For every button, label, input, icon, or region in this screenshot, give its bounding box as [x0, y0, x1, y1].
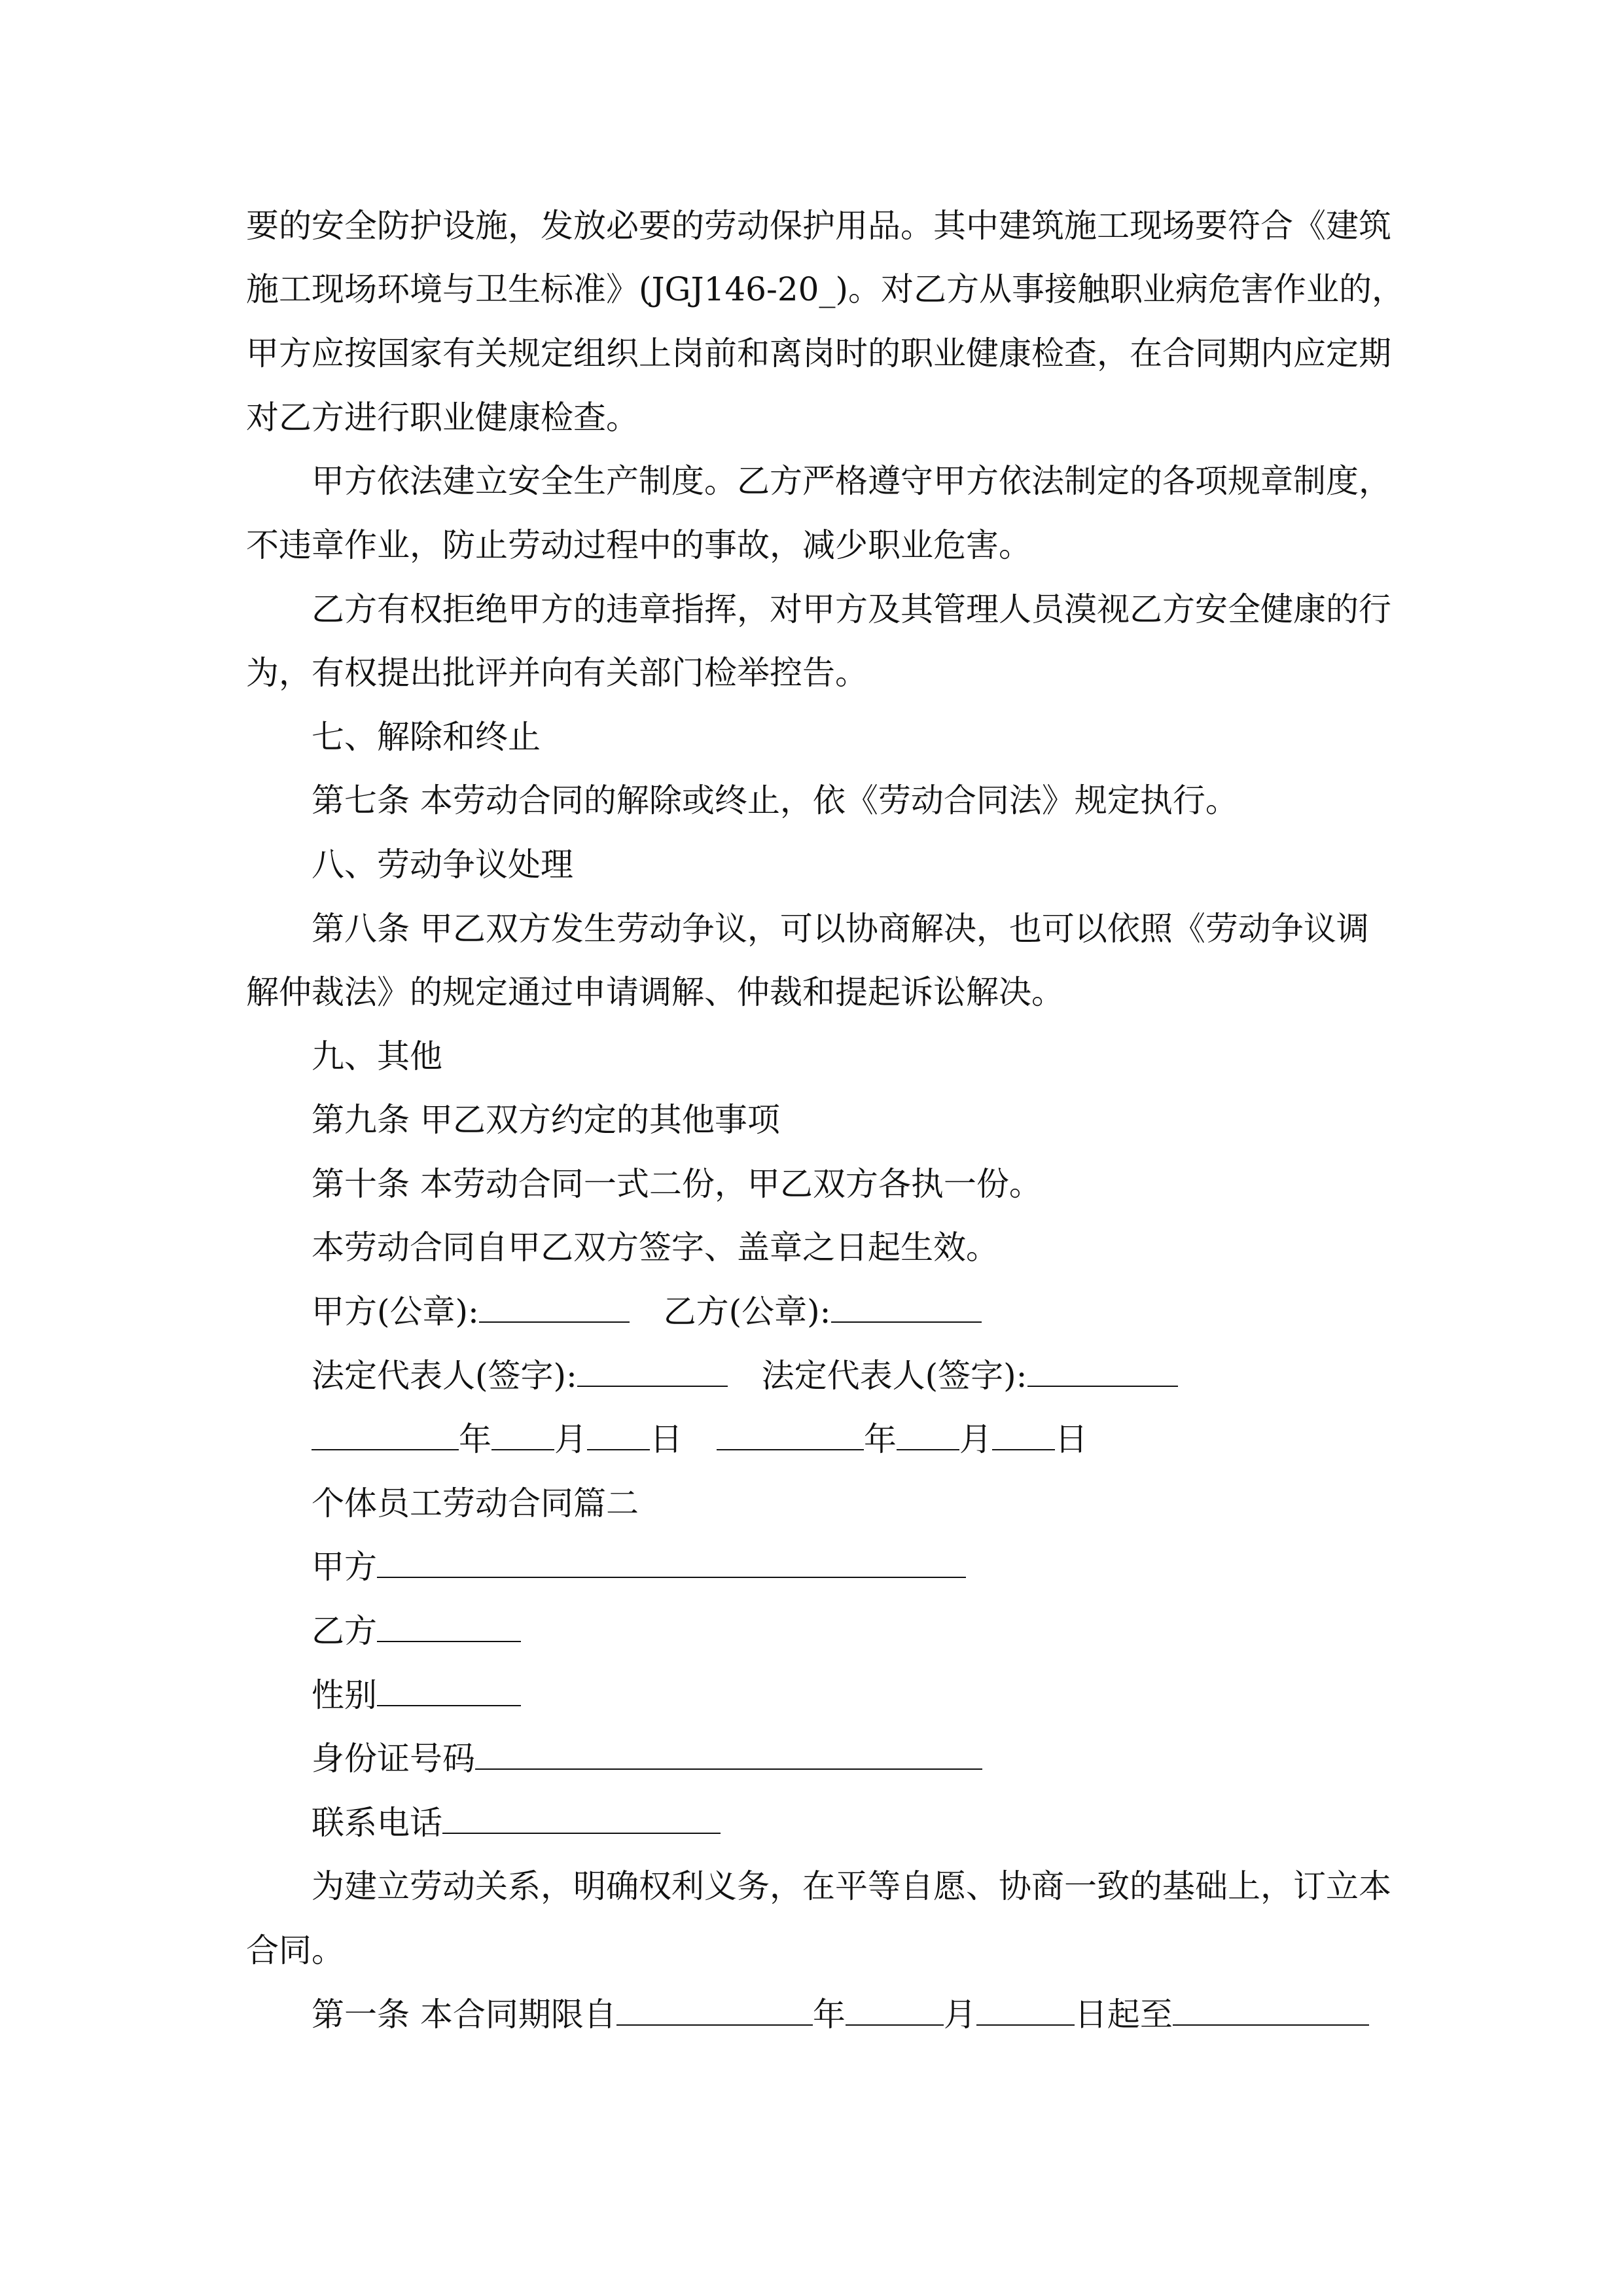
party-b-seal-blank	[831, 1293, 982, 1323]
representative-row	[312, 1355, 1178, 1397]
paragraph-2-line-1: 甲方依法建立安全生产制度。乙方严格遵守甲方依法制定的各项规章制度，	[312, 462, 1391, 500]
contract-2-start-day-blank	[976, 1996, 1075, 2026]
contract-2-article-1	[312, 1994, 1369, 2036]
date-b-month-blank	[897, 1420, 959, 1450]
contract-2-intro-line-1: 为建立劳动关系，明确权利义务，在平等自愿、协商一致的基础上，订立本	[312, 1867, 1391, 1905]
contract-2-title: 个体员工劳动合同篇二	[312, 1484, 639, 1522]
contract-2-start-day-to: 日起至	[1074, 1996, 1173, 2034]
contract-2-party-b-row	[312, 1610, 521, 1652]
contract-2-id-label: 身份证号码	[312, 1740, 475, 1778]
contract-2-gender-row	[312, 1674, 521, 1716]
date-a-month: 月	[554, 1420, 587, 1458]
section-9-heading: 九、其他	[312, 1037, 442, 1075]
article-9: 第九条 甲乙双方约定的其他事项	[312, 1101, 780, 1139]
paragraph-2-line-2: 不违章作业，防止劳动过程中的事故，减少职业危害。	[246, 526, 1031, 564]
date-row	[312, 1418, 1088, 1460]
contract-2-party-a-label: 甲方	[312, 1548, 377, 1586]
rep-a-blank	[577, 1357, 728, 1387]
contract-2-start-year: 年	[812, 1996, 846, 2034]
contract-2-party-b-blank	[377, 1612, 521, 1642]
section-7-heading: 七、解除和终止	[312, 718, 541, 756]
party-a-seal-blank	[479, 1293, 630, 1323]
contract-2-phone-blank	[442, 1804, 721, 1834]
contract-2-party-a-row	[312, 1546, 966, 1588]
contract-2-end-blank	[1173, 1996, 1369, 2026]
contract-2-start-year-blank	[616, 1996, 813, 2026]
paragraph-3-line-2: 为，有权提出批评并向有关部门检举控告。	[246, 654, 868, 692]
date-a-year-blank	[312, 1420, 459, 1450]
paragraph-3-line-1: 乙方有权拒绝甲方的违章指挥，对甲方及其管理人员漠视乙方安全健康的行	[312, 590, 1391, 628]
date-a-day-blank	[587, 1420, 650, 1450]
seal-row	[312, 1291, 982, 1333]
date-a-day: 日	[650, 1420, 683, 1458]
date-b-year-blank	[717, 1420, 864, 1450]
contract-2-id-blank	[475, 1740, 982, 1770]
article-8-line-1: 第八条 甲乙双方发生劳动争议，可以协商解决，也可以依照《劳动争议调	[312, 910, 1369, 948]
date-b-year: 年	[863, 1420, 897, 1458]
contract-2-party-a-blank	[377, 1548, 966, 1578]
paragraph-1-line-3: 甲方应按国家有关规定组织上岗前和离岗时的职业健康检查，在合同期内应定期	[246, 334, 1391, 372]
party-b-seal-label: 乙方(公章):	[663, 1293, 831, 1331]
contract-2-id-row	[312, 1738, 982, 1780]
date-b-month: 月	[959, 1420, 992, 1458]
rep-b-blank	[1027, 1357, 1178, 1387]
paragraph-1-line-1: 要的安全防护设施，发放必要的劳动保护用品。其中建筑施工现场要符合《建筑	[246, 207, 1391, 245]
rep-a-label: 法定代表人(签字):	[312, 1357, 577, 1395]
contract-2-intro-line-2: 合同。	[246, 1931, 344, 1969]
paragraph-1-line-2: 施工现场环境与卫生标准》(JGJ146-20_)。对乙方从事接触职业病危害作业的，	[246, 270, 1404, 308]
contract-2-start-month-blank	[846, 1996, 944, 2026]
contract-2-gender-label: 性别	[312, 1676, 377, 1714]
paragraph-1-line-4: 对乙方进行职业健康检查。	[246, 399, 639, 437]
date-a-year: 年	[459, 1420, 491, 1458]
article-7: 第七条 本劳动合同的解除或终止，依《劳动合同法》规定执行。	[312, 781, 1238, 819]
contract-2-article-1-prefix: 第一条 本合同期限自	[312, 1996, 616, 2034]
contract-2-party-b-label: 乙方	[312, 1612, 377, 1650]
article-10: 第十条 本劳动合同一式二份，甲乙双方各执一份。	[312, 1165, 1042, 1203]
contract-2-phone-row	[312, 1802, 721, 1844]
article-8-line-2: 解仲裁法》的规定通过申请调解、仲裁和提起诉讼解决。	[246, 973, 1064, 1011]
contract-2-phone-label: 联系电话	[312, 1804, 442, 1842]
date-b-day: 日	[1054, 1420, 1088, 1458]
effect-clause: 本劳动合同自甲乙双方签字、盖章之日起生效。	[312, 1229, 999, 1266]
contract-2-gender-blank	[377, 1676, 521, 1706]
party-a-seal-label: 甲方(公章):	[312, 1293, 479, 1331]
contract-2-start-month: 月	[943, 1996, 976, 2034]
rep-b-label: 法定代表人(签字):	[761, 1357, 1027, 1395]
date-b-day-blank	[992, 1420, 1055, 1450]
section-8-heading: 八、劳动争议处理	[312, 846, 573, 884]
date-a-month-blank	[491, 1420, 554, 1450]
